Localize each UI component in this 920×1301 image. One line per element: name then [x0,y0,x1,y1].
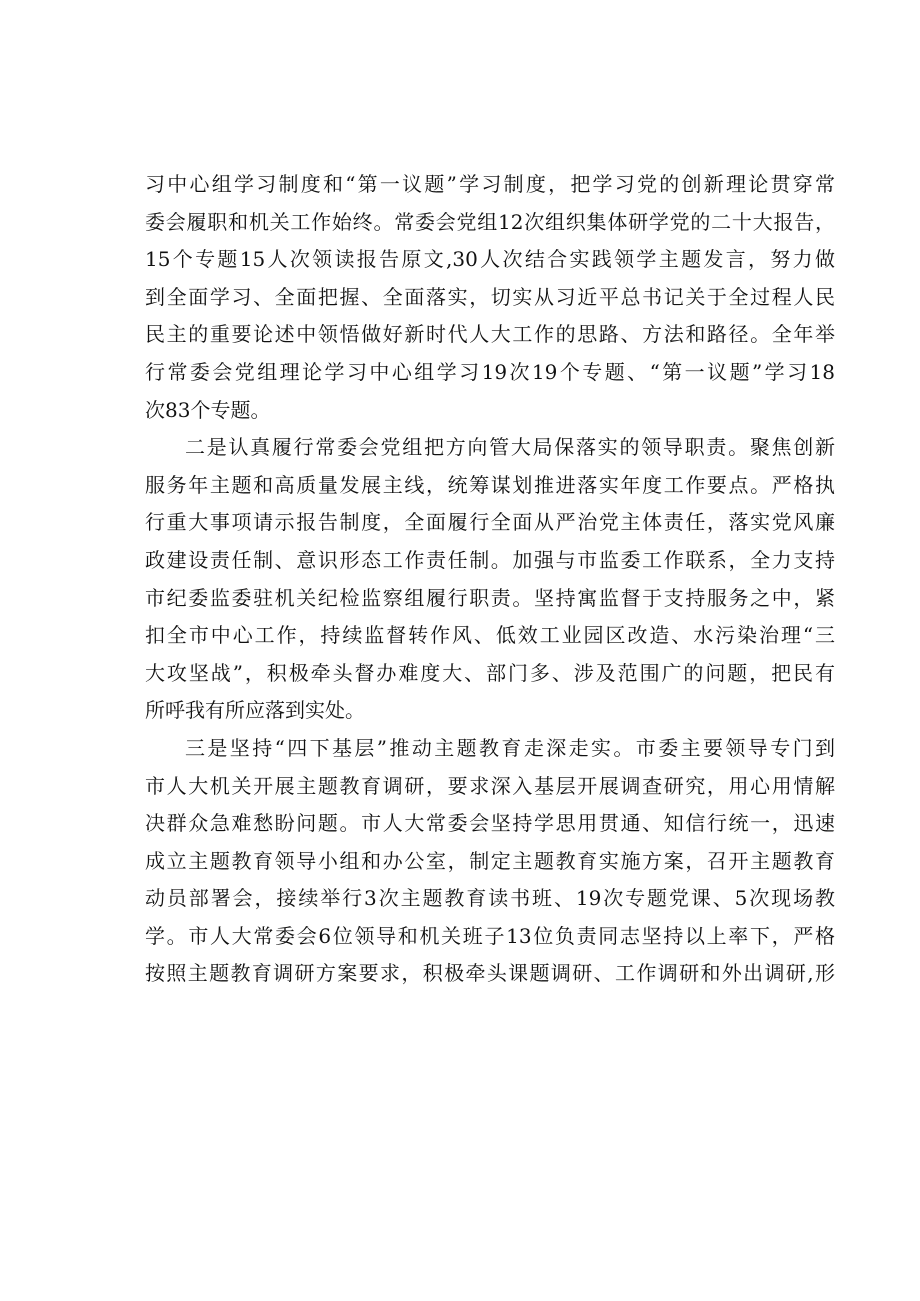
document-body [145,166,835,993]
text-line: 二是认真履行常委会党组把方向管大局保落实的领导职责。聚焦创新 [185,435,835,460]
text-line: 政建设责任制、意识形态工作责任制。加强与市监委工作联系，全力支持 [145,547,835,572]
text-line: 动员部署会，接续举行3次主题教育读书班、19次专题党课、5次现场教 [145,886,835,911]
text-line: 委会履职和机关工作始终。常委会党组12次组织集体研学党的二十大报告， [145,209,835,234]
text-line: 行常委会党组理论学习中心组学习19次19个专题、“第一议题”学习18 [145,359,835,384]
text-line: 三是坚持“四下基层”推动主题教育走深走实。市委主要领导专门到 [185,735,835,760]
text-line: 次83个专题。 [145,397,271,422]
text-line: 成立主题教育领导小组和办公室，制定主题教育实施方案，召开主题教育 [145,848,835,873]
text-line: 学。市人大常委会6位领导和机关班子13位负责同志坚持以上率下，严格 [145,923,835,948]
text-line: 扣全市中心工作，持续监督转作风、低效工业园区改造、水污染治理“三 [145,623,835,648]
paragraph-1 [145,166,835,429]
text-line: 所呼我有所应落到实处。 [145,698,365,723]
text-line: 按照主题教育调研方案要求，积极牵头课题调研、工作调研和外出调研,形 [145,961,835,986]
text-line: 服务年主题和高质量发展主线，统筹谋划推进落实年度工作要点。严格执 [145,472,835,497]
text-line: 民主的重要论述中领悟做好新时代人大工作的思路、方法和路径。全年举 [145,322,835,347]
text-line: 行重大事项请示报告制度，全面履行全面从严治党主体责任，落实党风廉 [145,510,835,535]
text-line: 习中心组学习制度和“第一议题”学习制度，把学习党的创新理论贯穿常 [145,172,835,196]
text-line: 到全面学习、全面把握、全面落实，切实从习近平总书记关于全过程人民 [145,284,835,309]
paragraph-3 [145,730,835,993]
text-line: 市纪委监委驻机关纪检监察组履行职责。坚持寓监督于支持服务之中，紧 [145,585,835,610]
text-line: 大攻坚战”，积极牵头督办难度大、部门多、涉及范围广的问题，把民有 [145,660,835,685]
text-line: 市人大机关开展主题教育调研，要求深入基层开展调查研究，用心用情解 [145,773,835,798]
paragraph-2 [145,429,835,730]
text-line: 决群众急难愁盼问题。市人大常委会坚持学思用贯通、知信行统一，迅速 [145,811,835,836]
text-line: 15个专题15人次领读报告原文,30人次结合实践领学主题发言，努力做 [145,247,835,272]
